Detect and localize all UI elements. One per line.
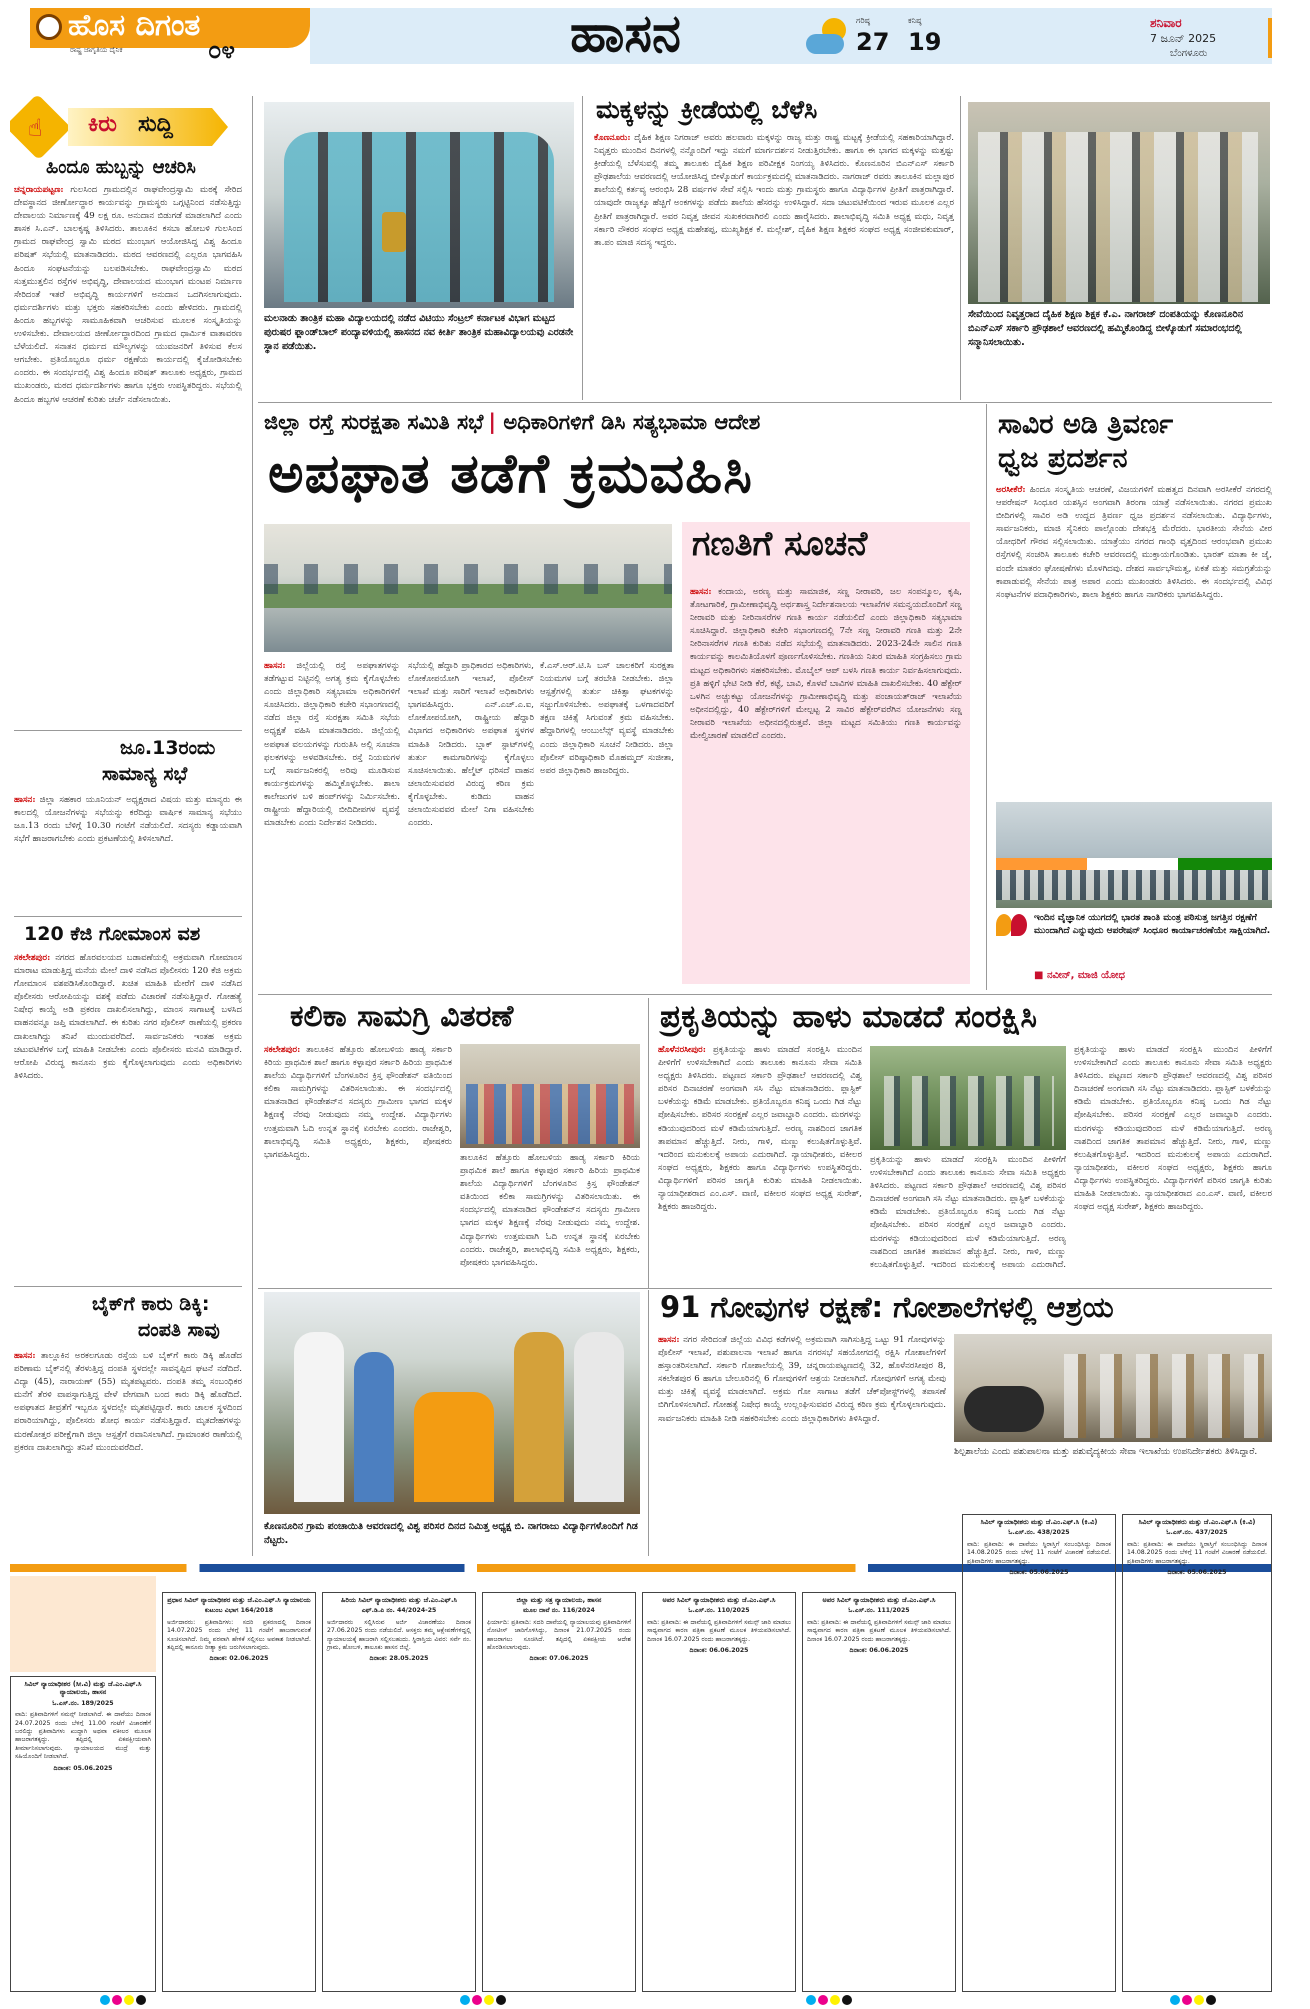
story-body: ಸಕಲೇಶಪುರ: ತಾಲೂಕಿನ ಹೆತ್ತೂರು ಹೋಬಳಿಯ ಹಾಡ್ಯ ಸರ್ಕಾರಿ ಕಿರಿಯ ಪ್ರಾಥಮಿಕ ಶಾಲೆ ಹಾಗೂ ಕಳ್ಳಾಪುರ ಸರ್ಕಾರಿ ಹಿರಿಯ ಪ್ರಾಥಮಿಕ ಶಾಲೆಯ ವಿದ್ಯಾರ್ಥಿಗಳಿಗೆ ಬೆಂಗಳೂರಿನ ಕ್ರಿಸ್ತ ಫೌಂಡೇಶನ್ ವತಿಯಿಂದ ಕಲಿಕಾ ಸಾಮಗ್ರಿಗಳನ್ನು ವಿತರಿಸಲಾಯಿತು. ಈ ಸಂದರ್ಭದಲ್ಲಿ ಮಾತನಾಡಿದ ಫೌಂಡೇಶನ್‌ನ ಸದಸ್ಯರು ಗ್ರಾಮೀಣ ಭಾಗದ ಮಕ್ಕಳ ಶಿಕ್ಷಣಕ್ಕೆ ನೆರವು ನೀಡುವುದು ನಮ್ಮ ಉದ್ದೇಶ. ವಿದ್ಯಾರ್ಥಿಗಳು ಉತ್ತಮವಾಗಿ ಓದಿ ಉನ್ನತ ಸ್ಥಾನಕ್ಕೆ ಏರಬೇಕು ಎಂದರು. ರಾಜೇಶ್ವರಿ, ಶಾಲಾಭಿವೃದ್ಧಿ ಸಮಿತಿ ಅಧ್ಯಕ್ಷರು, ಶಿಕ್ಷಕರು, ಪೋಷಕರು ಭಾಗವಹಿಸಿದ್ದರು. xyxy=(264,1045,452,1160)
story-body: ಕೊಣನೂರು: ದೈಹಿಕ ಶಿಕ್ಷಣ ನಿಗರಾಜ್ ಅವರು ಹಲವಾರು ಮಕ್ಕಳನ್ನು ರಾಜ್ಯ ಮತ್ತು ರಾಷ್ಟ್ರ ಮಟ್ಟಕ್ಕೆ ಕ್ರೀಡೆಯಲ್ಲಿ ಸಹಕಾರಿಯಾಗಿದ್ದಾರೆ. ನಿವೃತ್ತರು ಮುಂದಿನ ದಿನಗಳಲ್ಲಿ ನನ್ನೊಂದಿಗೆ ಇದ್ದು ನಮಗೆ ಮಾರ್ಗದರ್ಶನ ನೀಡುತ್ತಿರಬೇಕು. ಹಾಗೂ ಈ ಭಾಗದ ಮಕ್ಕಳನ್ನು ಮತ್ತಷ್ಟು ಕ್ರೀಡೆಯಲ್ಲಿ ಬೆಳೆಸುವಲ್ಲಿ ತಮ್ಮ ತಾಲೂಕು ದೈಹಿಕ ಶಿಕ್ಷಣ ಪರಿವೀಕ್ಷಕ ನಿಂಗಯ್ಯ ತಿಳಿಸಿದರು. ಕೊಣನೂರಿನ ಬಿಎನ್‌ಎಸ್ ಸರ್ಕಾರಿ ಪ್ರೌಢಶಾಲೆಯ ಆವರಣದಲ್ಲಿ ಆಯೋಜಿಸಿದ್ದ ಬೀಳ್ಕೊಡುಗೆ ಕಾರ್ಯಕ್ರಮದಲ್ಲಿ ಮಾತನಾಡಿದರು. ನಾಗರಾಜ್ ರವರು ತಾಲೂಕಿನ ಮಲ್ಲಾಪುರ ಶಾಲೆಯಲ್ಲಿ ಕರ್ತವ್ಯ ಆರಂಭಿಸಿ 28 ವರ್ಷಗಳ ಸೇವೆ ಸಲ್ಲಿಸಿ ಇಂದು ಮತ್ತು ಗ್ರಾಮಸ್ಥರು ಹಾಗೂ ವಿದ್ಯಾರ್ಥಿಗಳ ಪ್ರೀತಿಗೆ ಪಾತ್ರರಾಗಿದ್ದಾರೆ. ಯಾವುದೇ ರಾಜ್ಯಕ್ಕೂ ಹೆಚ್ಚಿಗೆ ಅಂಕಗಳನ್ನು ಪಡೆದು ಶಾಲೆಯ ಹೆಸರನ್ನು ಉಳಿಸಿದ್ದಾರೆ. ಸದಾ ಚಟುವಟಿಕೆಯಿಂದ ಇರುವ ಮೂಲಕ ಎಲ್ಲರ ಪ್ರೀತಿಗೆ ಪಾತ್ರರಾಗಿದ್ದಾರೆ. ಅವರ ನಿವೃತ್ತ ಜೀವನ ಸುಖಕರವಾಗಿರಲಿ ಎಂದು ಹಾರೈಸಿದರು. ಶಾಲಾಭಿವೃದ್ಧಿ ಸಮಿತಿ ಅಧ್ಯಕ್ಷ ಮಧು, ನಿವೃತ್ತ ಸರ್ಕಾರಿ ನೌಕರರ ಸಂಘದ ಅಧ್ಯಕ್ಷ ಮಹೇಶಪ್ಪ, ಮುಖ್ಯಶಿಕ್ಷಕ ಕೆ. ಮಲ್ಲೇಶ್, ದೈಹಿಕ ಶಿಕ್ಷಣ ಶಿಕ್ಷಕರ ಸಂಘದ ಅಧ್ಯಕ್ಷ ಸಂಜೀವಕುಮಾರ್, ತಾ.ಪಂ ಮಾಜಿ ಸದಸ್ಯ ಇದ್ದರು. xyxy=(594,133,954,248)
hand-icon: ☝ xyxy=(28,114,43,142)
students-photo xyxy=(460,1044,640,1148)
story-headline: ಸಾವಿರ ಅಡಿ ತ್ರಿವರ್ಣ xyxy=(998,409,1174,440)
brief-headline: 120 ಕೆಜಿ ಗೋಮಾಂಸ ವಶ xyxy=(24,923,201,945)
meeting-photo xyxy=(264,524,672,652)
cattle-photo xyxy=(954,1334,1272,1442)
story-body: ಅರಸೀಕೆರೆ: ಹಿಂದೂ ಸಂಸ್ಕೃತಿಯ ಆಚರಣೆ, ವಿಜಯಗಳಿಗೆ ಮಹತ್ವದ ದಿನವಾಗಿ ಅರಸೀಕೆರೆ ನಗರದಲ್ಲಿ ಆಪರೇಷನ್ ಸಿಂಧೂರ ಯಶಸ್ಸಿನ ಅಂಗವಾಗಿ ತಿರಂಗಾ ಯಾತ್ರೆ ನಡೆಸಲಾಯಿತು. ನಗರದ ಪ್ರಮುಖ ಬೀದಿಗಳಲ್ಲಿ ಸಾವಿರ ಅಡಿ ಉದ್ದದ ತ್ರಿವರ್ಣ ಧ್ವಜ ಪ್ರದರ್ಶನ ನಡೆಸಲಾಯಿತು. ವಿದ್ಯಾರ್ಥಿಗಳು, ಸಾರ್ವಜನಿಕರು, ಮಾಜಿ ಸೈನಿಕರು ಪಾಲ್ಗೊಂಡು ದೇಶಭಕ್ತಿ ಮೆರೆದರು. ಭಾರತೀಯ ಸೇನೆಯ ವೀರ ಯೋಧರಿಗೆ ಗೌರವ ಸಲ್ಲಿಸಲಾಯಿತು. ಯಾತ್ರೆಯು ನಗರದ ಗಾಂಧಿ ವೃತ್ತದಿಂದ ಆರಂಭವಾಗಿ ಪ್ರಮುಖ ರಸ್ತೆಗಳಲ್ಲಿ ಸಂಚರಿಸಿ ತಾಲೂಕು ಕಚೇರಿ ಆವರಣದಲ್ಲಿ ಮುಕ್ತಾಯಗೊಂಡಿತು. ಭಾರತ್ ಮಾತಾ ಕೀ ಜೈ, ವಂದೇ ಮಾತರಂ ಘೋಷಣೆಗಳು ಮೊಳಗಿದವು. ದೇಶದ ಸಾರ್ವಭೌಮತ್ವ, ಏಕತೆ ಮತ್ತು ಸಮಗ್ರತೆಯನ್ನು ಕಾಪಾಡುವಲ್ಲಿ ಸೇನೆಯ ಪಾತ್ರ ಅಪಾರ ಎಂದು ಮುಖಂಡರು ತಿಳಿಸಿದರು. ಈ ಸಂದರ್ಭದಲ್ಲಿ ವಿವಿಧ ಸಂಘಟನೆಗಳ ಪದಾಧಿಕಾರಿಗಳು, ಶಾಲಾ ಶಿಕ್ಷಕರು ಹಾಗೂ ನಾಗರಿಕರು ಭಾಗವಹಿಸಿದ್ದರು. xyxy=(996,485,1272,600)
registration-marks xyxy=(806,1995,852,2005)
ganati-box xyxy=(682,522,970,984)
story-body: ಪ್ರಕೃತಿಯನ್ನು ಹಾಳು ಮಾಡದೆ ಸಂರಕ್ಷಿಸಿ ಮುಂದಿನ ಪೀಳಿಗೆಗೆ ಉಳಿಸಬೇಕಾಗಿದೆ ಎಂದು ತಾಲೂಕು ಕಾನೂನು ಸೇವಾ ಸಮಿತಿ ಅಧ್ಯಕ್ಷರು ತಿಳಿಸಿದರು. ಪಟ್ಟಣದ ಸರ್ಕಾರಿ ಪ್ರೌಢಶಾಲೆ ಆವರಣದಲ್ಲಿ ವಿಶ್ವ ಪರಿಸರ ದಿನಾಚರಣೆ ಅಂಗವಾಗಿ ಸಸಿ ನೆಟ್ಟು ಮಾತನಾಡಿದರು. ಪ್ಲಾಸ್ಟಿಕ್ ಬಳಕೆಯನ್ನು ಕಡಿಮೆ ಮಾಡಬೇಕು. ಪ್ರತಿಯೊಬ್ಬರೂ ಕನಿಷ್ಠ ಒಂದು ಗಿಡ ನೆಟ್ಟು ಪೋಷಿಸಬೇಕು. ಪರಿಸರ ಸಂರಕ್ಷಣೆ ಎಲ್ಲರ ಜವಾಬ್ದಾರಿ ಎಂದರು. ಮರಗಳನ್ನು ಕಡಿಯುವುದರಿಂದ ಮಳೆ ಕಡಿಮೆಯಾಗುತ್ತಿದೆ. ಅರಣ್ಯ ನಾಶದಿಂದ ಜಾಗತಿಕ ತಾಪಮಾನ ಹೆಚ್ಚುತ್ತಿದೆ. ನೀರು, ಗಾಳಿ, ಮಣ್ಣು ಕಲುಷಿತಗೊಳ್ಳುತ್ತಿವೆ. ಇದರಿಂದ ಮನುಕುಲಕ್ಕೆ ಅಪಾಯ ಎದುರಾಗಿದೆ. xyxy=(870,1155,1066,1270)
photo-caption: ಮಲನಾಡು ತಾಂತ್ರಿಕ ಮಹಾ ವಿದ್ಯಾಲಯದಲ್ಲಿ ನಡೆದ ವಿಟಿಯು ಸೆಂಟ್ರಲ್ ಕರ್ನಾಟಕ ವಿಭಾಗ ಮಟ್ಟದ ಪುರುಷರ ಫ್ಲಾಂಡ್‌ಬಾಲ್ ಪಂದ್ಯಾವಳಿಯಲ್ಲಿ ಹಾಸನದ ನವ ಕೀರ್ತಿ ತಾಂತ್ರಿಕ ಮಹಾವಿದ್ಯಾಲಯವು ಎರಡನೇ ಸ್ಥಾನ ಪಡೆಯಿತು. xyxy=(264,313,574,352)
brief-body: ಹಾಸನ: ತಾಲ್ಲೂಕಿನ ಅರಕಲಗೂಡು ರಸ್ತೆಯ ಬಳಿ ಬೈಕ್‌ಗೆ ಕಾರು ಡಿಕ್ಕಿ ಹೊಡೆದ ಪರಿಣಾಮ ಬೈಕ್‌ನಲ್ಲಿ ತೆರಳುತ್ತಿದ್ದ ದಂಪತಿ ಸ್ಥಳದಲ್ಲೇ ಸಾವನ್ನಪ್ಪಿದ ಘಟನೆ ನಡೆದಿದೆ. ವಿದ್ಯಾ (45), ನಾರಾಯಣ್ (55) ಮೃತಪಟ್ಟವರು. ದಂಪತಿ ತಮ್ಮ ಸಂಬಂಧಿಕರ ಮನೆಗೆ ತೆರಳಿ ವಾಪಸ್ಸಾಗುತ್ತಿದ್ದ ವೇಳೆ ವೇಗವಾಗಿ ಬಂದ ಕಾರು ಡಿಕ್ಕಿ ಹೊಡೆದಿದೆ. ಅಪಘಾತದ ತೀವ್ರತೆಗೆ ಇಬ್ಬರೂ ಸ್ಥಳದಲ್ಲೇ ಮೃತಪಟ್ಟಿದ್ದಾರೆ. ಕಾರು ಚಾಲಕ ಸ್ಥಳದಿಂದ ಪರಾರಿಯಾಗಿದ್ದು, ಪೊಲೀಸರು ಶೋಧ ಕಾರ್ಯ ನಡೆಸುತ್ತಿದ್ದಾರೆ. ಮೃತದೇಹಗಳನ್ನು ಮರಣೋತ್ತರ ಪರೀಕ್ಷೆಗಾಗಿ ಜಿಲ್ಲಾ ಆಸ್ಪತ್ರೆಗೆ ರವಾನಿಸಲಾಗಿದೆ. ಗ್ರಾಮಾಂತರ ಠಾಣೆಯಲ್ಲಿ ಪ್ರಕರಣ ದಾಖಲಾಗಿದ್ದು ತನಿಖೆ ಮುಂದುವರೆದಿದೆ. xyxy=(14,1351,242,1453)
issue-date: 7 ಜೂನ್ 2025 xyxy=(1150,32,1217,45)
weather-icon xyxy=(806,18,850,58)
edition-title: ಹಾಸನ xyxy=(570,4,681,64)
story-headline: ಗಣತಿಗೆ ಸೂಚನೆ xyxy=(692,524,868,564)
brand-logo xyxy=(10,8,310,64)
weather-max: 27 xyxy=(856,28,890,56)
photo-caption: ಶಿಲ್ಪಶಾಲೆಯ ಎಂದು ಪಶುಪಾಲನಾ ಮತ್ತು ಪಶುವೈದ್ಯಕೀಯ ಸೇವಾ ಇಲಾಖೆಯ ಉಪನಿರ್ದೇಶಕರು ತಿಳಿಸಿದ್ದಾರೆ. xyxy=(954,1447,1258,1457)
brief-headline: ಬೈಕ್‌ಗೆ ಕಾರು ಡಿಕ್ಕಿ: xyxy=(92,1293,210,1315)
legal-notice: ಜಿಲ್ಲಾ ಮತ್ತು ಸತ್ರ ನ್ಯಾಯಾಲಯ, ಹಾಸನ ಮೂಲ ದಾವೆ ನಂ. 116/2024 ಫಿರ್ಯಾದಿ: ಪ್ರತಿವಾದಿ: ಸದರಿ ದಾವೆಯಲ್ಲಿ ನ್ಯಾಯಾಲಯವು ಪ್ರತಿವಾದಿಗಳಿಗೆ ನೋಟೀಸ್ ಜಾರಿಗೊಳಿಸಿದ್ದು, ದಿನಾಂಕ 21.07.2025 ರಂದು ಹಾಜರಾಗಲು ಸೂಚಿಸಿದೆ. ತಪ್ಪಿದಲ್ಲಿ ಏಕಪಕ್ಷೀಯ ಆದೇಶ ಹೊರಡಿಸಲಾಗುವುದು. ದಿನಾಂಕ: 07.06.2025 xyxy=(482,1592,636,1992)
brand-name: ಹೊಸ ದಿಗಂತ xyxy=(68,8,201,43)
lead-body: ಸಭೆಯಲ್ಲಿ ಹೆದ್ದಾರಿ ಪ್ರಾಧಿಕಾರದ ಅಧಿಕಾರಿಗಳು, ಲೋಕೋಪಯೋಗಿ ಇಲಾಖೆ, ಪೊಲೀಸ್ ಇಲಾಖೆ ಮತ್ತು ಸಾರಿಗೆ ಇಲಾಖೆ ಅಧಿಕಾರಿಗಳು ಭಾಗವಹಿಸಿದ್ದರು. ಎನ್.ಎಚ್.ಎ.ಐ, ಲೋಕೋಪಯೋಗಿ, ರಾಷ್ಟ್ರೀಯ ಹೆದ್ದಾರಿ ವಿಭಾಗದ ಅಧಿಕಾರಿಗಳು ಅಪಘಾತ ಸ್ಥಳಗಳ ಮಾಹಿತಿ ನೀಡಿದರು. ಬ್ಲಾಕ್ ಸ್ಪಾಟ್‌ಗಳಲ್ಲಿ ತುರ್ತು ಕಾಮಗಾರಿಗಳನ್ನು ಕೈಗೊಳ್ಳಲು ಸೂಚಿಸಲಾಯಿತು. ಹೆಲ್ಮೆಟ್ ಧರಿಸದೆ ವಾಹನ ಚಲಾಯಿಸುವವರ ವಿರುದ್ಧ ಕಠಿಣ ಕ್ರಮ ಕೈಗೊಳ್ಳಬೇಕು. ಕುಡಿದು ವಾಹನ ಚಲಾಯಿಸುವವರ ಮೇಲೆ ನಿಗಾ ವಹಿಸಬೇಕು ಎಂದರು. xyxy=(408,661,534,829)
brief-body: ಸಕಲೇಶಪುರ: ನಗರದ ಹೊರವಲಯದ ಬಡಾವಣೆಯಲ್ಲಿ ಅಕ್ರಮವಾಗಿ ಗೋಮಾಂಸ ಮಾರಾಟ ಮಾಡುತ್ತಿದ್ದ ಮನೆಯ ಮೇಲೆ ದಾಳಿ ನಡೆಸಿದ ಪೊಲೀಸರು 120 ಕೆಜಿ ಅಕ್ರಮ ಗೋಮಾಂಸ ವಶಪಡಿಸಿಕೊಂಡಿದ್ದಾರೆ. ಖಚಿತ ಮಾಹಿತಿ ಮೇರೆಗೆ ದಾಳಿ ನಡೆಸಿದ ಪೊಲೀಸರು ಆರೋಪಿಯನ್ನು ವಶಕ್ಕೆ ಪಡೆದು ವಿಚಾರಣೆ ನಡೆಸುತ್ತಿದ್ದಾರೆ. ಗೋಹತ್ಯೆ ನಿಷೇಧ ಕಾಯ್ದೆ ಅಡಿ ಪ್ರಕರಣ ದಾಖಲಿಸಲಾಗಿದ್ದು, ಮಾಂಸ ಸಾಗಾಟಕ್ಕೆ ಬಳಸಿದ ವಾಹನವನ್ನೂ ಜಪ್ತಿ ಮಾಡಲಾಗಿದೆ. ಈ ಕುರಿತು ನಗರ ಪೊಲೀಸ್ ಠಾಣೆಯಲ್ಲಿ ಪ್ರಕರಣ ದಾಖಲಾಗಿದ್ದು ತನಿಖೆ ಮುಂದುವರೆದಿದೆ. ಸಾರ್ವಜನಿಕರು ಇಂತಹ ಅಕ್ರಮ ಚಟುವಟಿಕೆಗಳ ಬಗ್ಗೆ ಮಾಹಿತಿ ನೀಡಬೇಕು ಎಂದು ಪೊಲೀಸರು ಮನವಿ ಮಾಡಿದ್ದಾರೆ. ಆರೋಪಿ ವಿರುದ್ಧ ಕಾನೂನು ಕ್ರಮ ಕೈಗೊಳ್ಳಲಾಗುವುದು ಎಂದು ಅಧಿಕಾರಿಗಳು ತಿಳಿಸಿದರು. xyxy=(14,953,242,1081)
brief-headline: ಹಿಂದೂ ಹುಬ್ಬನ್ನು ಆಚರಿಸಿ xyxy=(46,157,196,178)
weather-min: 19 xyxy=(908,28,942,56)
felicitation-photo xyxy=(968,102,1270,304)
legal-notice: ಪ್ರಧಾನ ಸಿವಿಲ್ ನ್ಯಾಯಾಧೀಶರ ಮತ್ತು ಜೆ.ಎಂ.ಎಫ್.ಸಿ ನ್ಯಾಯಾಲಯ ಕುಟುಂಬ ವಿಭಾಗ 164/2018 ಅರ್ಜಿದಾರರು: ಪ್ರತಿವಾದಿಗಳು: ಸದರಿ ಪ್ರಕರಣದಲ್ಲಿ ದಿನಾಂಕ 14.07.2025 ರಂದು ಬೆಳಿಗ್ಗೆ 11 ಗಂಟೆಗೆ ಹಾಜರಾಗುವಂತೆ ಸೂಚಿಸಲಾಗಿದೆ. ನಿಮ್ಮ ಪರವಾಗಿ ಹೇಳಿಕೆ ಸಲ್ಲಿಸಲು ಅವಕಾಶ ನೀಡಲಾಗಿದೆ. ತಪ್ಪಿದಲ್ಲಿ ಕಾನೂನು ರೀತ್ಯಾ ಕ್ರಮ ಜರುಗಿಸಲಾಗುವುದು. ದಿನಾಂಕ: 02.06.2025 xyxy=(162,1592,316,1992)
brand-tagline: ರಾಷ್ಟ್ರ ಜಾಗೃತಿಯ ದೈನಿಕ xyxy=(70,46,123,54)
registration-marks xyxy=(460,1995,506,2005)
quote-icon xyxy=(996,914,1030,944)
legal-notice: ಸಿವಿಲ್ ನ್ಯಾಯಾಧೀಶರ (ಸೀ.ವಿ) ಮತ್ತು ಜೆ.ಎಂ.ಎಫ್.ಸಿ ನ್ಯಾಯಾಲಯ, ಹಾಸನ ಓ.ಎಸ್.ನಂ. 189/2025 ವಾದಿ: ಪ್ರತಿವಾದಿಗಳಿಗೆ ಸಮನ್ಸ್ ನೀಡಲಾಗಿದೆ. ಈ ದಾವೆಯು ದಿನಾಂಕ 24.07.2025 ರಂದು ಬೆಳಿಗ್ಗೆ 11.00 ಗಂಟೆಗೆ ವಿಚಾರಣೆಗೆ ಬರಲಿದ್ದು ಪ್ರತಿವಾದಿಗಳು ಖುದ್ದಾಗಿ ಅಥವಾ ವಕೀಲರ ಮೂಲಕ ಹಾಜರಾಗತಕ್ಕದ್ದು. ತಪ್ಪಿದಲ್ಲಿ ಏಕಪಕ್ಷೀಯವಾಗಿ ತೀರ್ಮಾನಿಸಲಾಗುವುದು. ನ್ಯಾಯಾಲಯದ ಮುದ್ರೆ ಮತ್ತು ಸಹಿಯೊಂದಿಗೆ ನೀಡಲಾಗಿದೆ. ದಿನಾಂಕ: 05.06.2025 xyxy=(10,1676,156,1992)
kirusuddi-column xyxy=(10,96,246,1554)
quote-byline: ■ ನವೀನ್, ಮಾಜಿ ಯೋಧ xyxy=(1034,970,1125,981)
page-number: ೦೪ xyxy=(208,36,235,64)
weather-max-label: ಗರಿಷ್ಠ xyxy=(856,16,870,25)
issue-day: ಶನಿವಾರ xyxy=(1150,16,1182,30)
tiranga-rally-photo xyxy=(996,802,1272,908)
lead-body: ಕೆ.ಎಸ್.ಆರ್.ಟಿ.ಸಿ ಬಸ್ ಚಾಲಕರಿಗೆ ಸುರಕ್ಷತಾ ನಿಯಮಗಳ ಬಗ್ಗೆ ತರಬೇತಿ ನೀಡಬೇಕು. ಜಿಲ್ಲಾ ಆಸ್ಪತ್ರೆಗಳಲ್ಲಿ ತುರ್ತು ಚಿಕಿತ್ಸಾ ಘಟಕಗಳನ್ನು ಸಜ್ಜುಗೊಳಿಸಬೇಕು. ಅಪಘಾತಕ್ಕೆ ಒಳಗಾದವರಿಗೆ ತಕ್ಷಣ ಚಿಕಿತ್ಸೆ ಸಿಗುವಂತೆ ಕ್ರಮ ವಹಿಸಬೇಕು. ಹೆದ್ದಾರಿಗಳಲ್ಲಿ ಆಂಬುಲೆನ್ಸ್ ವ್ಯವಸ್ಥೆ ಮಾಡಬೇಕು ಎಂದು ಜಿಲ್ಲಾಧಿಕಾರಿ ಸೂಚನೆ ನೀಡಿದರು. ಜಿಲ್ಲಾ ಪೊಲೀಸ್ ವರಿಷ್ಠಾಧಿಕಾರಿ ಮೊಹಮ್ಮದ್ ಸುಜೀತಾ, ಅಪರ ಜಿಲ್ಲಾಧಿಕಾರಿ ಹಾಜರಿದ್ದರು. xyxy=(540,661,674,776)
lead-headline: ಅಪಘಾತ ತಡೆಗೆ ಕ್ರಮವಹಿಸಿ xyxy=(268,442,753,505)
story-body: ಪ್ರಕೃತಿಯನ್ನು ಹಾಳು ಮಾಡದೆ ಸಂರಕ್ಷಿಸಿ ಮುಂದಿನ ಪೀಳಿಗೆಗೆ ಉಳಿಸಬೇಕಾಗಿದೆ ಎಂದು ತಾಲೂಕು ಕಾನೂನು ಸೇವಾ ಸಮಿತಿ ಅಧ್ಯಕ್ಷರು ತಿಳಿಸಿದರು. ಪಟ್ಟಣದ ಸರ್ಕಾರಿ ಪ್ರೌಢಶಾಲೆ ಆವರಣದಲ್ಲಿ ವಿಶ್ವ ಪರಿಸರ ದಿನಾಚರಣೆ ಅಂಗವಾಗಿ ಸಸಿ ನೆಟ್ಟು ಮಾತನಾಡಿದರು. ಪ್ಲಾಸ್ಟಿಕ್ ಬಳಕೆಯನ್ನು ಕಡಿಮೆ ಮಾಡಬೇಕು. ಪ್ರತಿಯೊಬ್ಬರೂ ಕನಿಷ್ಠ ಒಂದು ಗಿಡ ನೆಟ್ಟು ಪೋಷಿಸಬೇಕು. ಪರಿಸರ ಸಂರಕ್ಷಣೆ ಎಲ್ಲರ ಜವಾಬ್ದಾರಿ ಎಂದರು. ಮರಗಳನ್ನು ಕಡಿಯುವುದರಿಂದ ಮಳೆ ಕಡಿಮೆಯಾಗುತ್ತಿದೆ. ಅರಣ್ಯ ನಾಶದಿಂದ ಜಾಗತಿಕ ತಾಪಮಾನ ಹೆಚ್ಚುತ್ತಿದೆ. ನೀರು, ಗಾಳಿ, ಮಣ್ಣು ಕಲುಷಿತಗೊಳ್ಳುತ್ತಿವೆ. ಇದರಿಂದ ಮನುಕುಲಕ್ಕೆ ಅಪಾಯ ಎದುರಾಗಿದೆ. ನ್ಯಾಯಾಧೀಶರು, ವಕೀಲರ ಸಂಘದ ಅಧ್ಯಕ್ಷರು, ಶಿಕ್ಷಕರು ಹಾಗೂ ವಿದ್ಯಾರ್ಥಿಗಳು ಉಪಸ್ಥಿತರಿದ್ದರು. ವಿದ್ಯಾರ್ಥಿಗಳಿಗೆ ಪರಿಸರ ಜಾಗೃತಿ ಕುರಿತು ಮಾಹಿತಿ ನೀಡಲಾಯಿತು. ನ್ಯಾಯಾಧೀಶರಾದ ಎಂ.ಎಸ್. ವಾಣಿ, ವಕೀಲರ ಸಂಘದ ಅಧ್ಯಕ್ಷ ಸುರೇಶ್, ಶಿಕ್ಷಕರು ಹಾಜರಿದ್ದರು. xyxy=(1074,1045,1272,1213)
tree-planting-photo xyxy=(264,1292,640,1514)
story-headline: 91 ಗೋವುಗಳ ರಕ್ಷಣೆ: ಗೋಶಾಲೆಗಳಲ್ಲಿ ಆಶ್ರಯ xyxy=(660,1290,1114,1324)
team-photo xyxy=(264,102,574,308)
masthead xyxy=(10,4,1272,64)
registration-marks xyxy=(1170,1995,1216,2005)
brief-headline: ದಂಪತಿ ಸಾವು xyxy=(138,1319,220,1341)
trophy-icon xyxy=(382,212,406,252)
brief-body: ಹಾಸನ: ಜಿಲ್ಲಾ ಸಹಕಾರ ಯೂನಿಯನ್ ಅಧ್ಯಕ್ಷರಾದ ವಿಷಯ ಮತ್ತು ಮಾನ್ಯರು ಈ ಕಾಲದಲ್ಲಿ ಯೋಜನೆಗಳನ್ನು ಸಭೆಯನ್ನು ಕರೆದಿದ್ದು ವಾರ್ಷಿಕ ಸಾಮಾನ್ಯ ಸಭೆಯು ಜೂ.13 ರಂದು ಬೆಳಿಗ್ಗೆ 10.30 ಗಂಟೆಗೆ ನಡೆಯಲಿದೆ. ಸದಸ್ಯರು ಕಡ್ಡಾಯವಾಗಿ ಸಭೆಗೆ ಹಾಜರಾಗಬೇಕು ಎಂದು ಪ್ರಕಟಣೆಯಲ್ಲಿ ತಿಳಿಸಲಾಗಿದೆ. xyxy=(14,795,242,845)
registration-marks xyxy=(100,1995,146,2005)
photo-caption: ಕೊಣನೂರಿನ ಗ್ರಾಮ ಪಂಚಾಯಿತಿ ಆವರಣದಲ್ಲಿ ವಿಶ್ವ ಪರಿಸರ ದಿನದ ನಿಮಿತ್ತ ಅಧ್ಯಕ್ಷ ಬಿ. ನಾಗರಾಜು ವಿದ್ಯಾರ್ಥಿಗಳೊಂದಿಗೆ ಗಿಡ ನೆಟ್ಟರು. xyxy=(264,1521,638,1546)
story-headline: ಧ್ವಜ ಪ್ರದರ್ಶನ xyxy=(998,443,1128,474)
kirusuddi-badge: ☝ ಕಿರು ಸುದ್ದಿ xyxy=(14,100,240,154)
story-body: ಹಾಸನ: ನಗರ ಸೇರಿದಂತೆ ಜಿಲ್ಲೆಯ ವಿವಿಧ ಕಡೆಗಳಲ್ಲಿ ಅಕ್ರಮವಾಗಿ ಸಾಗಿಸುತ್ತಿದ್ದ ಒಟ್ಟು 91 ಗೋವುಗಳನ್ನು ಪೊಲೀಸ್ ಇಲಾಖೆ, ಪಶುಪಾಲನಾ ಇಲಾಖೆ ಹಾಗೂ ನಗರಸಭೆ ಸಹಯೋಗದಲ್ಲಿ ರಕ್ಷಿಸಿ ಗೋಶಾಲೆಗಳಿಗೆ ಹಸ್ತಾಂತರಿಸಲಾಗಿದೆ. ಸರ್ಕಾರಿ ಗೋಶಾಲೆಯಲ್ಲಿ 39, ಚನ್ನರಾಯಪಟ್ಟಣದಲ್ಲಿ 32, ಹೊಳೆನರಸೀಪುರ 8, ಸಕಲೇಶಪುರ 6 ಹಾಗೂ ಬೇಲೂರಿನಲ್ಲಿ 6 ಗೋವುಗಳಿಗೆ ಆಶ್ರಯ ನೀಡಲಾಗಿದೆ. ಗೋವುಗಳಿಗೆ ಅಗತ್ಯ ಮೇವು ಮತ್ತು ಚಿಕಿತ್ಸೆ ವ್ಯವಸ್ಥೆ ಮಾಡಲಾಗಿದೆ. ಅಕ್ರಮ ಗೋ ಸಾಗಾಟ ತಡೆಗೆ ಚೆಕ್‌ಪೋಸ್ಟ್‌ಗಳಲ್ಲಿ ತಪಾಸಣೆ ಬಿಗಿಗೊಳಿಸಲಾಗಿದೆ. ಗೋಹತ್ಯೆ ನಿಷೇಧ ಕಾಯ್ದೆ ಉಲ್ಲಂಘಿಸುವವರ ವಿರುದ್ಧ ಕಠಿಣ ಕ್ರಮ ಕೈಗೊಳ್ಳಲಾಗುವುದು. ಸಾರ್ವಜನಿಕರು ಮಾಹಿತಿ ನೀಡಿ ಸಹಕರಿಸಬೇಕು ಎಂದು ಜಿಲ್ಲಾಧಿಕಾರಿಗಳು ತಿಳಿಸಿದ್ದಾರೆ. xyxy=(658,1335,946,1424)
legal-notice: ಹಿರಿಯ ಸಿವಿಲ್ ನ್ಯಾಯಾಧೀಶರು ಮತ್ತು ಜೆ.ಎಂ.ಎಫ್.ಸಿ ಎಫ್.ಡಿ.ಪಿ ನಂ. 44/2024-25 ಅರ್ಜಿದಾರರು ಸಲ್ಲಿಸಿರುವ ಅರ್ಜಿ ವಿಚಾರಣೆಯು ದಿನಾಂಕ 27.06.2025 ರಂದು ನಡೆಯಲಿದೆ. ಆಸಕ್ತರು ತಮ್ಮ ಆಕ್ಷೇಪಣೆಗಳಿದ್ದಲ್ಲಿ ನ್ಯಾಯಾಲಯಕ್ಕೆ ಹಾಜರಾಗಿ ಸಲ್ಲಿಸಬಹುದು. ಸ್ಥಿರಾಸ್ತಿಯ ವಿವರ: ಸರ್ವೆ ನಂ. ಗ್ರಾಮ, ಹೋಬಳಿ, ತಾಲೂಕು ಹಾಸನ ಜಿಲ್ಲೆ. ದಿನಾಂಕ: 28.05.2025 xyxy=(322,1592,476,1992)
lead-kicker: ಜಿಲ್ಲಾ ರಸ್ತೆ ಸುರಕ್ಷತಾ ಸಮಿತಿ ಸಭೆ | ಅಧಿಕಾರಿಗಳಿಗೆ ಡಿಸಿ ಸತ್ಯಭಾಮಾ ಆದೇಶ xyxy=(264,410,761,434)
weather-min-label: ಕನಿಷ್ಠ xyxy=(908,16,922,25)
story-headline: ಕಲಿಕಾ ಸಾಮಗ್ರಿ ವಿತರಣೆ xyxy=(290,999,514,1034)
issue-city: ಬೆಂಗಳೂರು xyxy=(1170,48,1208,59)
blank-ad-slot xyxy=(10,1576,156,1672)
planting-photo xyxy=(870,1046,1066,1150)
photo-caption: ಸೇವೆಯಿಂದ ನಿವೃತ್ತರಾದ ದೈಹಿಕ ಶಿಕ್ಷಣ ಶಿಕ್ಷಕ ಕೆ.ಎ. ನಾಗರಾಜ್ ದಂಪತಿಯನ್ನು ಕೊಣನೂರಿನ ಬಿಎನ್‌ಎಸ್ ಸರ್ಕಾರಿ ಪ್ರೌಢಶಾಲೆ ಆವರಣದಲ್ಲಿ ಹಮ್ಮಿಕೊಂಡಿದ್ದ ಬೀಳ್ಕೊಡುಗೆ ಸಮಾರಂಭದಲ್ಲಿ ಸನ್ಮಾನಿಸಲಾಯಿತು. xyxy=(968,309,1244,348)
brief-headline: ಸಾಮಾನ್ಯ ಸಭೆ xyxy=(102,763,188,785)
lamp-icon xyxy=(36,14,62,40)
legal-notice: ಅಪರ ಸಿವಿಲ್ ನ್ಯಾಯಾಧೀಶರು ಮತ್ತು ಜೆ.ಎಂ.ಎಫ್.ಸಿ ಓ.ಎಸ್.ನಂ. 111/2025 ವಾದಿ: ಪ್ರತಿವಾದಿ: ಈ ದಾವೆಯಲ್ಲಿ ಪ್ರತಿವಾದಿಗಳಿಗೆ ಸಮನ್ಸ್ ಜಾರಿ ಮಾಡಲು ಸಾಧ್ಯವಾಗದ ಕಾರಣ ಪತ್ರಿಕಾ ಪ್ರಕಟಣೆ ಮೂಲಕ ತಿಳಿಯಪಡಿಸಲಾಗಿದೆ. ದಿನಾಂಕ 16.07.2025 ರಂದು ಹಾಜರಾಗತಕ್ಕದ್ದು. ದಿನಾಂಕ: 06.06.2025 xyxy=(802,1592,956,1992)
legal-notice: ಸಿವಿಲ್ ನ್ಯಾಯಾಧೀಶರು ಮತ್ತು ಜೆ.ಎಂ.ಎಫ್.ಸಿ (ಕಿ.ವಿ) ಓ.ಎಸ್.ನಂ. 438/2025 ವಾದಿ: ಪ್ರತಿವಾದಿ: ಈ ದಾವೆಯು ಸ್ಥಿರಾಸ್ತಿಗೆ ಸಂಬಂಧಿಸಿದ್ದು ದಿನಾಂಕ 14.08.2025 ರಂದು ಬೆಳಿಗ್ಗೆ 11 ಗಂಟೆಗೆ ವಿಚಾರಣೆ ನಡೆಯಲಿದೆ. ಪ್ರತಿವಾದಿಗಳು ಹಾಜರಾಗತಕ್ಕದ್ದು. ದಿನಾಂಕ: 05.06.2025 xyxy=(962,1514,1116,1992)
lead-body: ಹಾಸನ: ಜಿಲ್ಲೆಯಲ್ಲಿ ರಸ್ತೆ ಅಪಘಾತಗಳನ್ನು ತಡೆಗಟ್ಟುವ ನಿಟ್ಟಿನಲ್ಲಿ ಅಗತ್ಯ ಕ್ರಮ ಕೈಗೊಳ್ಳಬೇಕು ಎಂದು ಜಿಲ್ಲಾಧಿಕಾರಿ ಸತ್ಯಭಾಮಾ ಅಧಿಕಾರಿಗಳಿಗೆ ಸೂಚಿಸಿದರು. ಜಿಲ್ಲಾಧಿಕಾರಿ ಕಚೇರಿ ಸಭಾಂಗಣದಲ್ಲಿ ನಡೆದ ಜಿಲ್ಲಾ ರಸ್ತೆ ಸುರಕ್ಷತಾ ಸಮಿತಿ ಸಭೆಯ ಅಧ್ಯಕ್ಷತೆ ವಹಿಸಿ ಮಾತನಾಡಿದರು. ಜಿಲ್ಲೆಯಲ್ಲಿ ಅಪಘಾತ ವಲಯಗಳನ್ನು ಗುರುತಿಸಿ ಅಲ್ಲಿ ಸೂಚನಾ ಫಲಕಗಳನ್ನು ಅಳವಡಿಸಬೇಕು. ರಸ್ತೆ ನಿಯಮಗಳ ಬಗ್ಗೆ ಸಾರ್ವಜನಿಕರಲ್ಲಿ ಅರಿವು ಮೂಡಿಸುವ ಕಾರ್ಯಕ್ರಮಗಳನ್ನು ಹಮ್ಮಿಕೊಳ್ಳಬೇಕು. ಶಾಲಾ ಕಾಲೇಜುಗಳ ಬಳಿ ಹಂಪ್‌ಗಳನ್ನು ನಿರ್ಮಿಸಬೇಕು. ರಾಷ್ಟ್ರೀಯ ಹೆದ್ದಾರಿಯಲ್ಲಿ ಬೀದಿದೀಪಗಳ ವ್ಯವಸ್ಥೆ ಮಾಡಬೇಕು ಎಂದು ನಿರ್ದೇಶನ ನೀಡಿದರು. xyxy=(264,661,400,829)
legal-notice: ಸಿವಿಲ್ ನ್ಯಾಯಾಧೀಶರು ಮತ್ತು ಜೆ.ಎಂ.ಎಫ್.ಸಿ (ಕಿ.ವಿ) ಓ.ಎಸ್.ನಂ. 437/2025 ವಾದಿ: ಪ್ರತಿವಾದಿ: ಈ ದಾವೆಯು ಸ್ಥಿರಾಸ್ತಿಗೆ ಸಂಬಂಧಿಸಿದ್ದು ದಿನಾಂಕ 14.08.2025 ರಂದು ಬೆಳಿಗ್ಗೆ 11 ಗಂಟೆಗೆ ವಿಚಾರಣೆ ನಡೆಯಲಿದೆ. ಪ್ರತಿವಾದಿಗಳು ಹಾಜರಾಗತಕ್ಕದ್ದು. ದಿನಾಂಕ: 05.06.2025 xyxy=(1122,1514,1272,1992)
story-headline: ಮಕ್ಕಳನ್ನು ಕ್ರೀಡೆಯಲ್ಲಿ ಬೆಳೆಸಿ xyxy=(596,95,818,124)
story-headline: ಪ್ರಕೃತಿಯನ್ನು ಹಾಳು ಮಾಡದೆ ಸಂರಕ್ಷಿಸಿ xyxy=(660,999,1038,1035)
story-body: ತಾಲೂಕಿನ ಹೆತ್ತೂರು ಹೋಬಳಿಯ ಹಾಡ್ಯ ಸರ್ಕಾರಿ ಕಿರಿಯ ಪ್ರಾಥಮಿಕ ಶಾಲೆ ಹಾಗೂ ಕಳ್ಳಾಪುರ ಸರ್ಕಾರಿ ಹಿರಿಯ ಪ್ರಾಥಮಿಕ ಶಾಲೆಯ ವಿದ್ಯಾರ್ಥಿಗಳಿಗೆ ಬೆಂಗಳೂರಿನ ಕ್ರಿಸ್ತ ಫೌಂಡೇಶನ್ ವತಿಯಿಂದ ಕಲಿಕಾ ಸಾಮಗ್ರಿಗಳನ್ನು ವಿತರಿಸಲಾಯಿತು. ಈ ಸಂದರ್ಭದಲ್ಲಿ ಮಾತನಾಡಿದ ಫೌಂಡೇಶನ್‌ನ ಸದಸ್ಯರು ಗ್ರಾಮೀಣ ಭಾಗದ ಮಕ್ಕಳ ಶಿಕ್ಷಣಕ್ಕೆ ನೆರವು ನೀಡುವುದು ನಮ್ಮ ಉದ್ದೇಶ. ವಿದ್ಯಾರ್ಥಿಗಳು ಉತ್ತಮವಾಗಿ ಓದಿ ಉನ್ನತ ಸ್ಥಾನಕ್ಕೆ ಏರಬೇಕು ಎಂದರು. ರಾಜೇಶ್ವರಿ, ಶಾಲಾಭಿವೃದ್ಧಿ ಸಮಿತಿ ಅಧ್ಯಕ್ಷರು, ಶಿಕ್ಷಕರು, ಪೋಷಕರು ಭಾಗವಹಿಸಿದ್ದರು. xyxy=(460,1153,640,1268)
quote-text: ಇಂದಿನ ವೈಜ್ಞಾನಿಕ ಯುಗದಲ್ಲಿ ಭಾರತ ಶಾಂತಿ ಮಂತ್ರ ಪಠಿಸುತ್ತ ಜಗತ್ತಿನ ರಕ್ಷಣೆಗೆ ಮುಂದಾಗಿದೆ ಎನ್ನುವುದು ಆಪರೇಷನ್ ಸಿಂಧೂರ ಕಾರ್ಯಾಚರಣೆಯೇ ಸಾಕ್ಷಿಯಾಗಿದೆ. xyxy=(1034,913,1271,936)
legal-notice: ಅಪರ ಸಿವಿಲ್ ನ್ಯಾಯಾಧೀಶರು ಮತ್ತು ಜೆ.ಎಂ.ಎಫ್.ಸಿ ಓ.ಎಸ್.ನಂ. 110/2025 ವಾದಿ: ಪ್ರತಿವಾದಿ: ಈ ದಾವೆಯಲ್ಲಿ ಪ್ರತಿವಾದಿಗಳಿಗೆ ಸಮನ್ಸ್ ಜಾರಿ ಮಾಡಲು ಸಾಧ್ಯವಾಗದ ಕಾರಣ ಪತ್ರಿಕಾ ಪ್ರಕಟಣೆ ಮೂಲಕ ತಿಳಿಯಪಡಿಸಲಾಗಿದೆ. ದಿನಾಂಕ 16.07.2025 ರಂದು ಹಾಜರಾಗತಕ್ಕದ್ದು. ದಿನಾಂಕ: 06.06.2025 xyxy=(642,1592,796,1992)
story-body: ಹೊಳೆನರಸೀಪುರ: ಪ್ರಕೃತಿಯನ್ನು ಹಾಳು ಮಾಡದೆ ಸಂರಕ್ಷಿಸಿ ಮುಂದಿನ ಪೀಳಿಗೆಗೆ ಉಳಿಸಬೇಕಾಗಿದೆ ಎಂದು ತಾಲೂಕು ಕಾನೂನು ಸೇವಾ ಸಮಿತಿ ಅಧ್ಯಕ್ಷರು ತಿಳಿಸಿದರು. ಪಟ್ಟಣದ ಸರ್ಕಾರಿ ಪ್ರೌಢಶಾಲೆ ಆವರಣದಲ್ಲಿ ವಿಶ್ವ ಪರಿಸರ ದಿನಾಚರಣೆ ಅಂಗವಾಗಿ ಸಸಿ ನೆಟ್ಟು ಮಾತನಾಡಿದರು. ಪ್ಲಾಸ್ಟಿಕ್ ಬಳಕೆಯನ್ನು ಕಡಿಮೆ ಮಾಡಬೇಕು. ಪ್ರತಿಯೊಬ್ಬರೂ ಕನಿಷ್ಠ ಒಂದು ಗಿಡ ನೆಟ್ಟು ಪೋಷಿಸಬೇಕು. ಪರಿಸರ ಸಂರಕ್ಷಣೆ ಎಲ್ಲರ ಜವಾಬ್ದಾರಿ ಎಂದರು. ಮರಗಳನ್ನು ಕಡಿಯುವುದರಿಂದ ಮಳೆ ಕಡಿಮೆಯಾಗುತ್ತಿದೆ. ಅರಣ್ಯ ನಾಶದಿಂದ ಜಾಗತಿಕ ತಾಪಮಾನ ಹೆಚ್ಚುತ್ತಿದೆ. ನೀರು, ಗಾಳಿ, ಮಣ್ಣು ಕಲುಷಿತಗೊಳ್ಳುತ್ತಿವೆ. ಇದರಿಂದ ಮನುಕುಲಕ್ಕೆ ಅಪಾಯ ಎದುರಾಗಿದೆ. ನ್ಯಾಯಾಧೀಶರು, ವಕೀಲರ ಸಂಘದ ಅಧ್ಯಕ್ಷರು, ಶಿಕ್ಷಕರು ಹಾಗೂ ವಿದ್ಯಾರ್ಥಿಗಳು ಉಪಸ್ಥಿತರಿದ್ದರು. ವಿದ್ಯಾರ್ಥಿಗಳಿಗೆ ಪರಿಸರ ಜಾಗೃತಿ ಕುರಿತು ಮಾಹಿತಿ ನೀಡಲಾಯಿತು. ನ್ಯಾಯಾಧೀಶರಾದ ಎಂ.ಎಸ್. ವಾಣಿ, ವಕೀಲರ ಸಂಘದ ಅಧ್ಯಕ್ಷ ಸುರೇಶ್, ಶಿಕ್ಷಕರು ಹಾಜರಿದ್ದರು. xyxy=(658,1045,862,1213)
story-body: ಹಾಸನ: ಕಂದಾಯ, ಅರಣ್ಯ ಮತ್ತು ಸಾಮಾಜಿಕ, ಸಣ್ಣ ನೀರಾವರಿ, ಜಲ ಸಂಪನ್ಮೂಲ, ಕೃಷಿ, ತೋಟಗಾರಿಕೆ, ಗ್ರಾಮೀಣಾಭಿವೃದ್ಧಿ ಅರ್ಥಶಾಸ್ತ್ರ ನಿರ್ದೇಶನಾಲಯ ಇಲಾಖೆಗಳ ಸಮನ್ವಯದೊಂದಿಗೆ ಸಣ್ಣ ನೀರಾವರಿ ಮತ್ತು ನೀರಿನಾಸರೆಗಳ ಗಣತಿ ಕಾರ್ಯ ನಡೆಯಲಿದೆ ಎಂದು ಜಿಲ್ಲಾಧಿಕಾರಿ ಸತ್ಯಭಾಮಾ ಸೂಚಿಸಿದ್ದಾರೆ. ಜಿಲ್ಲಾಧಿಕಾರಿ ಕಚೇರಿ ಸಭಾಂಗಣದಲ್ಲಿ 7ನೇ ಸಣ್ಣ ನೀರಾವರಿ ಗಣತಿ ಮತ್ತು 2ನೇ ನೀರಿನಾಸರೆಗಳ ಗಣತಿ ಕುರಿತು ನಡೆದ ಸಭೆಯಲ್ಲಿ ಮಾತನಾಡಿದರು. 2023-24ನೇ ಸಾಲಿನ ಗಣತಿ ಕಾರ್ಯವನ್ನು ಕಾಲಮಿತಿಯೊಳಗೆ ಪೂರ್ಣಗೊಳಿಸಬೇಕು. ಗಣತಿಯ ನಿಖರ ಮಾಹಿತಿ ಸಂಗ್ರಹಿಸಲು ಗ್ರಾಮ ಮಟ್ಟದ ಅಧಿಕಾರಿಗಳು ಸಹಕರಿಸಬೇಕು. ಮೊಬೈಲ್ ಆಪ್ ಬಳಸಿ ಗಣತಿ ಕಾರ್ಯ ನಿರ್ವಹಿಸಲಾಗುವುದು. ಪ್ರತಿ ಹಳ್ಳಿಗೆ ಭೇಟಿ ನೀಡಿ ಕೆರೆ, ಕಟ್ಟೆ, ಬಾವಿ, ಕೊಳವೆ ಬಾವಿಗಳ ಮಾಹಿತಿ ದಾಖಲಿಸಬೇಕು. 40 ಹೆಕ್ಟೇರ್ ಒಳಗಿನ ಅಚ್ಚುಕಟ್ಟು ಯೋಜನೆಗಳನ್ನು ಗ್ರಾಮೀಣಾಭಿವೃದ್ಧಿ ಮತ್ತು ಪಂಚಾಯತ್‌ರಾಜ್ ಇಲಾಖೆಯ ಅಧೀನದಲ್ಲಿದ್ದು, 40 ಹೆಕ್ಟೇರ್‌ಗಳಿಗೆ ಮೇಲ್ಪಟ್ಟ 2 ಸಾವಿರ ಹೆಕ್ಟೇರ್‌ವರೆಗಿನ ಯೋಜನೆಗಳು ಸಣ್ಣ ನೀರಾವರಿ ಇಲಾಖೆಯ ಅಧೀನದಲ್ಲಿರುತ್ತವೆ. ಜಿಲ್ಲಾ ಮಟ್ಟದ ಸಮಿತಿಯು ಗಣತಿ ಕಾರ್ಯವನ್ನು ಮೇಲ್ವಿಚಾರಣೆ ಮಾಡಲಿದೆ ಎಂದರು. xyxy=(690,587,962,742)
brief-body: ಚನ್ನರಾಯಪಟ್ಟಣ: ಗುಲಸಿಂದ ಗ್ರಾಮದಲ್ಲಿನ ರಾಘವೇಂದ್ರಸ್ವಾಮಿ ಮಠಕ್ಕೆ ಸೇರಿದ ದೇವಸ್ಥಾನದ ಜೀರ್ಣೋದ್ಧಾರ ಕಾರ್ಯವನ್ನು ಗ್ರಾಮಸ್ಥರು ಒಗ್ಗಟ್ಟಿನಿಂದ ನಡೆಸುತ್ತಿದ್ದು ದೇವಾಲಯ ನಿರ್ಮಾಣಕ್ಕೆ 49 ಲಕ್ಷ ರೂ. ಅನುದಾನ ಬಿಡುಗಡೆ ಮಾಡಲಾಗಿದೆ ಎಂದು ಶಾಸಕ ಸಿ.ಎನ್. ಬಾಲಕೃಷ್ಣ ತಿಳಿಸಿದರು. ತಾಲೂಕಿನ ಕಸಬಾ ಹೋಬಳಿ ಗುಲಸಿಂದ ಗ್ರಾಮದ ರಾಘವೇಂದ್ರ ಸ್ವಾಮಿ ಮಠದ ಮುಂಭಾಗ ಆಯೋಜಿಸಿದ್ದ ವಿಶ್ವ ಹಿಂದೂ ಪರಿಷತ್ ಸಭೆಯಲ್ಲಿ ಮಾತನಾಡಿದರು. ಮಠದ ಆವರಣದಲ್ಲಿ ಎಲ್ಲರೂ ಭಾಗವಹಿಸಿ ಹಿಂದೂ ಸಂಘಟನೆಯನ್ನು ಬಲಪಡಿಸಬೇಕು. ರಾಘವೇಂದ್ರಸ್ವಾಮಿ ಮಠದ ಸುತ್ತಮುತ್ತಲಿನ ರಸ್ತೆಗಳ ಅಭಿವೃದ್ಧಿ, ದೇವಾಲಯದ ಮುಂಭಾಗ ಮಂಟಪ ನಿರ್ಮಾಣ ಸೇರಿದಂತೆ ಇತರೆ ಅಭಿವೃದ್ಧಿ ಕಾರ್ಯಗಳಿಗೆ ಅನುದಾನ ಒದಗಿಸಲಾಗುವುದು. ಧರ್ಮದರ್ಶಿಗಳು ಮತ್ತು ಭಕ್ತರು ಸಹಕರಿಸಬೇಕು ಎಂದು ಹೇಳಿದರು. ಗ್ರಾಮದಲ್ಲಿ ಹಿಂದೂ ಹಬ್ಬಗಳನ್ನು ಸಾಮೂಹಿಕವಾಗಿ ಆಚರಿಸುವ ಮೂಲಕ ಸಂಸ್ಕೃತಿಯನ್ನು ಉಳಿಸಬೇಕು. ದೇವಾಲಯದ ಜೀರ್ಣೋದ್ಧಾರದಿಂದ ಗ್ರಾಮದ ಧಾರ್ಮಿಕ ವಾತಾವರಣ ಬೆಳೆಯಲಿದೆ. ಸನಾತನ ಧರ್ಮದ ಮೌಲ್ಯಗಳನ್ನು ಯುವಜನರಿಗೆ ತಿಳಿಸುವ ಕೆಲಸ ಆಗಬೇಕು. ಪ್ರತಿಯೊಬ್ಬರೂ ಧರ್ಮ ರಕ್ಷಣೆಯ ಕಾರ್ಯದಲ್ಲಿ ಕೈಜೋಡಿಸಬೇಕು ಎಂದರು. ಈ ಸಂದರ್ಭದಲ್ಲಿ ವಿಶ್ವ ಹಿಂದೂ ಪರಿಷತ್ ತಾಲೂಕು ಅಧ್ಯಕ್ಷರು, ಗ್ರಾಮದ ಮುಖಂಡರು, ಮಠದ ಧರ್ಮದರ್ಶಿಗಳು ಹಾಗೂ ಭಕ್ತರು ಉಪಸ್ಥಿತರಿದ್ದರು. ಸಭೆಯಲ್ಲಿ ಹಿಂದೂ ಹಬ್ಬಗಳ ಆಚರಣೆ ಕುರಿತು ಚರ್ಚೆ ನಡೆಸಲಾಯಿತು. xyxy=(14,185,242,405)
brief-headline: ಜೂ.13ರಂದು xyxy=(120,737,216,759)
